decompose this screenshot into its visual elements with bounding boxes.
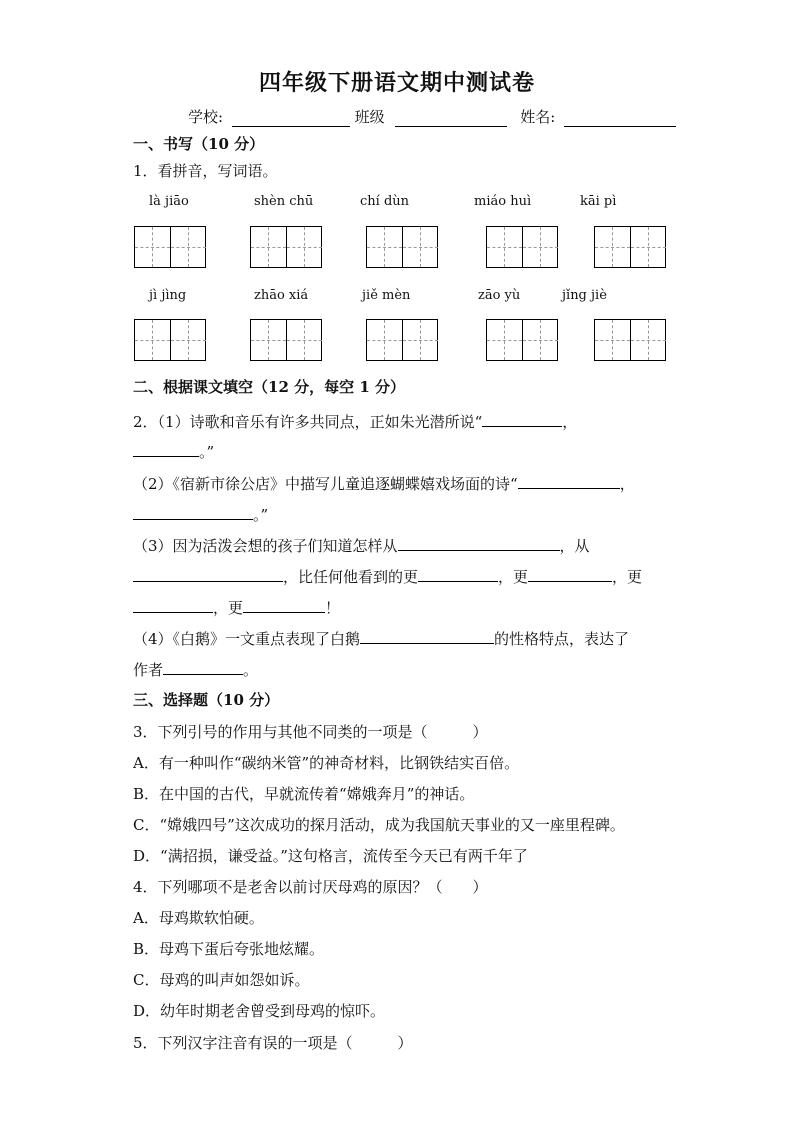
- question2-2-line1: （2）《宿新市徐公店》中描写儿童追逐蝴蝶嬉戏场面的诗“ ，: [133, 475, 635, 493]
- question3-option-a[interactable]: A．有一种叫作“碳纳米管”的神奇材料，比钢铁结实百倍。: [133, 754, 520, 772]
- section3-heading: 三、选择题（10 分）: [133, 691, 280, 709]
- question3-text: 3．下列引号的作用与其他不同类的一项是（ ）: [133, 723, 488, 741]
- question2-2-line2: 。”: [133, 505, 268, 524]
- blank-2-1-b[interactable]: [133, 442, 199, 457]
- blank-2-3-e[interactable]: [133, 598, 213, 613]
- question5-text: 5．下列汉字注音有误的一项是（ ）: [133, 1034, 413, 1052]
- pinyin-1-4: miáo huì: [474, 194, 532, 209]
- writing-box-1-2[interactable]: [250, 226, 322, 268]
- writing-box-2-5[interactable]: [594, 319, 666, 361]
- pinyin-1-2: shèn chū: [254, 194, 314, 209]
- pinyin-1-3: chí dùn: [360, 194, 410, 209]
- question2-3-line2: ，比任何他看到的更 ，更 ，更: [133, 567, 642, 586]
- name-label: 姓名:: [520, 108, 556, 126]
- blank-2-3-a[interactable]: [398, 536, 560, 551]
- question3-option-b[interactable]: B．在中国的古代，早就流传着“嫦娥奔月”的神话。: [133, 785, 475, 803]
- writing-box-1-1[interactable]: [134, 226, 206, 268]
- section2-heading: 二、根据课文填空（12 分，每空 1 分）: [133, 378, 405, 396]
- question2-3-line1: （3）因为活泼会想的孩子们知道怎样从 ，从: [133, 537, 590, 555]
- blank-2-4-b[interactable]: [163, 660, 243, 675]
- section1-heading: 一、书写（10 分）: [133, 135, 265, 153]
- writing-box-2-3[interactable]: [366, 319, 438, 361]
- writing-box-1-3[interactable]: [366, 226, 438, 268]
- pinyin-1-5: kāi pì: [580, 194, 617, 209]
- writing-box-2-4[interactable]: [486, 319, 558, 361]
- question2-1-line1: 2．（1）诗歌和音乐有许多共同点，正如朱光潜所说“ ，: [133, 413, 578, 431]
- question2-1-line2: 。”: [133, 442, 214, 461]
- blank-2-3-f[interactable]: [243, 598, 325, 613]
- question3-option-c[interactable]: C．“嫦娥四号”这次成功的探月活动，成为我国航天事业的又一座里程碑。: [133, 816, 625, 834]
- blank-2-3-c[interactable]: [418, 567, 498, 582]
- question4-option-c[interactable]: C．母鸡的叫声如怨如诉。: [133, 971, 310, 989]
- blank-2-3-b[interactable]: [133, 567, 283, 582]
- pinyin-2-2: zhāo xiá: [254, 288, 309, 303]
- school-blank[interactable]: [232, 110, 350, 127]
- blank-2-1-a[interactable]: [482, 412, 562, 427]
- pinyin-1-1: là jiāo: [149, 194, 189, 209]
- question2-4-line2: 作者 。: [133, 661, 259, 679]
- question1-text: 1．看拼音，写词语。: [133, 162, 278, 180]
- writing-box-1-4[interactable]: [486, 226, 558, 268]
- pinyin-2-4: zāo yù: [478, 288, 521, 303]
- writing-box-1-5[interactable]: [594, 226, 666, 268]
- blank-2-2-b[interactable]: [133, 505, 253, 520]
- writing-box-2-1[interactable]: [134, 319, 206, 361]
- class-blank[interactable]: [395, 110, 507, 127]
- class-label: 班级: [354, 108, 385, 126]
- question4-option-b[interactable]: B．母鸡下蛋后夸张地炫耀。: [133, 940, 325, 958]
- question4-text: 4．下列哪项不是老舍以前讨厌母鸡的原因？（ ）: [133, 878, 488, 896]
- writing-box-2-2[interactable]: [250, 319, 322, 361]
- name-blank[interactable]: [564, 110, 676, 127]
- pinyin-2-3: jiě mèn: [362, 288, 411, 303]
- blank-2-4-a[interactable]: [360, 629, 494, 644]
- pinyin-2-1: jì jìng: [149, 288, 187, 303]
- school-label: 学校:: [188, 108, 224, 126]
- question2-4-line1: （4）《白鹅》一文重点表现了白鹅 的性格特点，表达了: [133, 630, 630, 648]
- student-info-line: [188, 106, 676, 127]
- blank-2-2-a[interactable]: [518, 474, 620, 489]
- question3-option-d[interactable]: D．“满招损，谦受益。”这句格言，流传至今天已有两千年了: [133, 847, 528, 865]
- question4-option-a[interactable]: A．母鸡欺软怕硬。: [133, 909, 264, 927]
- question2-3-line3: ，更 ！: [133, 598, 340, 617]
- blank-2-3-d[interactable]: [528, 567, 612, 582]
- question4-option-d[interactable]: D．幼年时期老舍曾受到母鸡的惊吓。: [133, 1002, 386, 1020]
- exam-title: 四年级下册语文期中测试卷: [258, 70, 535, 96]
- pinyin-2-5: jǐng jiè: [562, 288, 607, 303]
